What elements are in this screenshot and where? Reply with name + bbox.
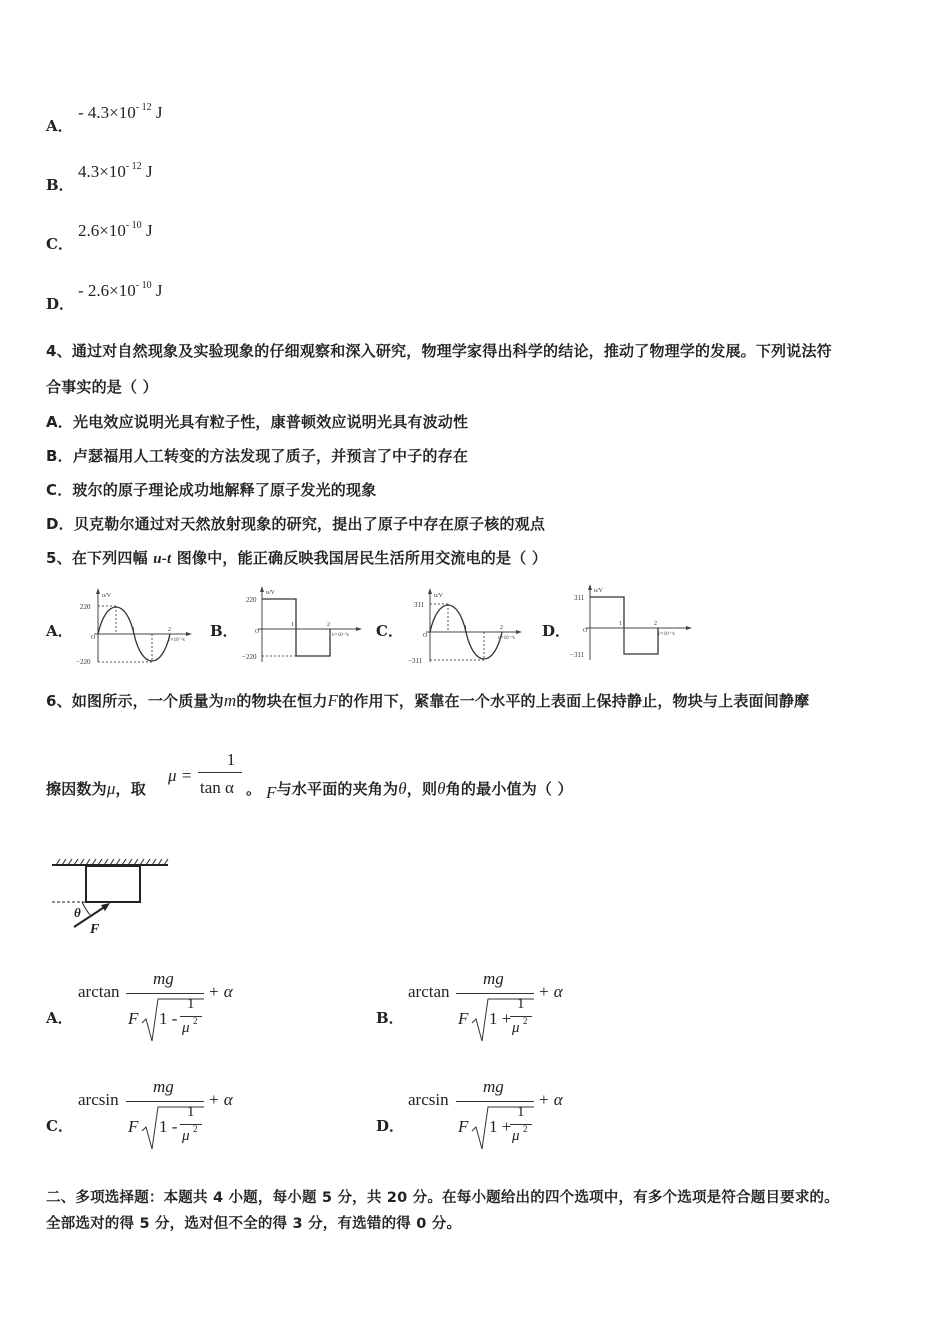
one: 1 [187,996,195,1012]
option-letter: C． [46,235,73,253]
option-numerator: mg [483,1077,504,1096]
q5-stem: 5、在下列四幅 u-t 图像中，能正确反映我国居民生活所用交流电的是（ ） [46,549,548,567]
x-axis-label: t/×10⁻²s [498,636,515,641]
tick-2: 2 [168,627,171,633]
pos-tick: 220 [246,596,257,604]
x-axis-label: t/×10⁻²s [168,638,185,643]
inner-bar [180,1016,202,1017]
option-func: arctan [78,982,120,1001]
y-axis-label: u/V [266,590,275,596]
q4-option-a[interactable]: A．光电效应说明光具有粒子性，康普顿效应说明光具有波动性 [46,413,469,431]
option-func: arcsin [408,1090,449,1109]
x-axis-label: t/×10⁻²s [658,632,675,637]
option-sign: 1 + [489,1009,512,1028]
option-sign: 1 - [159,1117,178,1136]
q4-option-d[interactable]: D．贝克勒尔通过对天然放射现象的研究，提出了原子中存在原子核的观点 [46,515,546,533]
tick-1: 1 [619,621,622,627]
pos-tick: 311 [574,594,585,602]
y-axis-label: u/V [434,593,443,599]
tick-2: 2 [327,622,330,628]
option-letter: B． [46,176,74,194]
option-letter: A． [46,117,73,135]
origin: O [255,629,260,635]
q5-option-d-letter[interactable]: D． [542,622,571,640]
q4-option-c[interactable]: C．玻尔的原子理论成功地解释了原子发光的现象 [46,481,377,499]
pos-tick: 311 [414,601,425,609]
y-axis-label: u/V [102,593,111,599]
option-value: - $2.6\times 10^{- 10}$ J [78,280,163,300]
inner-bar [510,1124,532,1125]
fraction-bar [456,993,534,994]
tick-2: 2 [500,625,503,631]
one: 1 [517,1104,525,1120]
q4-stem-line2: 合事实的是（ ） [46,378,158,396]
option-letter: C． [46,1117,73,1135]
q6-option-b[interactable] [376,965,676,1055]
pos-tick: 220 [80,603,91,611]
origin: O [91,635,96,641]
y-axis-label: u/V [594,588,603,594]
q6-stem-line2-part3: F与水平面的夹角为θ，则θ角的最小值为（ ） [266,779,573,802]
option-letter: B． [376,1009,404,1027]
q5-graph-b[interactable] [240,586,365,666]
option-numerator: mg [483,969,504,988]
one: 1 [517,996,525,1012]
q5-graph-c[interactable] [406,586,526,666]
plus-alpha: + α [208,982,233,1001]
tick-1: 1 [132,627,135,633]
q5-option-a-letter[interactable]: A． [46,622,73,640]
mu: μ [512,1128,520,1144]
squared: 2 [523,1016,528,1026]
inner-bar [510,1016,532,1017]
mu: μ [182,1020,190,1036]
fraction-bar [198,772,242,773]
force-symbol: F [128,1117,139,1136]
option-value: - $4.3\times 10^{- 12}$ J [78,102,163,122]
q6-stem-line1: 6、如图所示，一个质量为m的物块在恒力F的作用下，紧靠在一个水平的上表面上保持静止，物块与上表面间静摩 [46,691,810,710]
mu: μ [512,1020,520,1036]
origin: O [423,633,428,639]
plus-alpha: + α [208,1090,233,1109]
section-2-line1: 二、多项选择题：本题共 4 小题，每小题 5 分，共 20 分。在每小题给出的四个选项中，有多个选项是符合题目要求的。 [46,1190,839,1206]
section-2-line2: 全部选对的得 5 分，选对但不全的得 3 分，有选错的得 0 分。 [46,1216,462,1232]
q4-option-b[interactable]: B．卢瑟福用人工转变的方法发现了质子，并预言了中子的存在 [46,447,469,465]
squared: 2 [523,1124,528,1134]
option-letter: D． [46,295,75,313]
x-axis-label: t/×10⁻²s [332,633,349,638]
neg-tick: −311 [570,651,585,659]
option-sign: 1 + [489,1117,512,1136]
mu: μ [182,1128,190,1144]
q6-figure [46,855,176,940]
q5-option-c-letter[interactable]: C． [376,622,403,640]
option-sign: 1 - [159,1009,178,1028]
option-func: arcsin [78,1090,119,1109]
force-label: F [90,922,100,937]
option-numerator: mg [153,969,174,988]
q6-option-a[interactable] [46,965,346,1055]
fraction-bar [126,1101,204,1102]
formula-denominator: tan α [200,778,234,797]
option-letter: D． [376,1117,405,1135]
squared: 2 [193,1124,198,1134]
q6-stem-line2-part1: 擦因数为μ，取 [46,779,146,798]
q5-graph-d[interactable] [570,584,695,664]
fraction-bar [126,993,204,994]
tick-1: 1 [464,625,467,631]
fraction-bar [456,1101,534,1102]
block [86,866,140,902]
option-letter: A． [46,1009,73,1027]
neg-tick: −220 [76,658,91,666]
force-symbol: F [458,1009,469,1028]
formula-lhs: μ = [168,766,193,785]
q5-option-b-letter[interactable]: B． [210,622,238,640]
inner-bar [180,1124,202,1125]
formula-numerator: 1 [226,750,236,769]
plus-alpha: + α [538,982,563,1001]
origin: O [583,628,588,634]
theta-label: θ [74,905,81,920]
one: 1 [187,1104,195,1120]
option-value: $4.3\times 10^{- 12}$ J [78,161,153,181]
squared: 2 [193,1016,198,1026]
force-symbol: F [458,1117,469,1136]
q6-option-c[interactable] [46,1073,346,1163]
force-symbol: F [128,1009,139,1028]
plus-alpha: + α [538,1090,563,1109]
q6-stem-line2-part2: 。 [246,780,262,798]
option-func: arctan [408,982,450,1001]
q5-graph-a[interactable] [76,586,196,666]
tick-1: 1 [291,622,294,628]
q4-stem-line1: 4、通过对自然现象及实验现象的仔细观察和深入研究，物理学家得出科学的结论，推动了物理学的发展。下列说法符 [46,342,832,360]
q6-option-d[interactable] [376,1073,676,1163]
option-value: $2.6\times 10^{- 10}$ J [78,220,153,240]
tick-2: 2 [654,621,657,627]
neg-tick: −311 [408,657,423,665]
neg-tick: −220 [242,653,257,661]
option-numerator: mg [153,1077,174,1096]
